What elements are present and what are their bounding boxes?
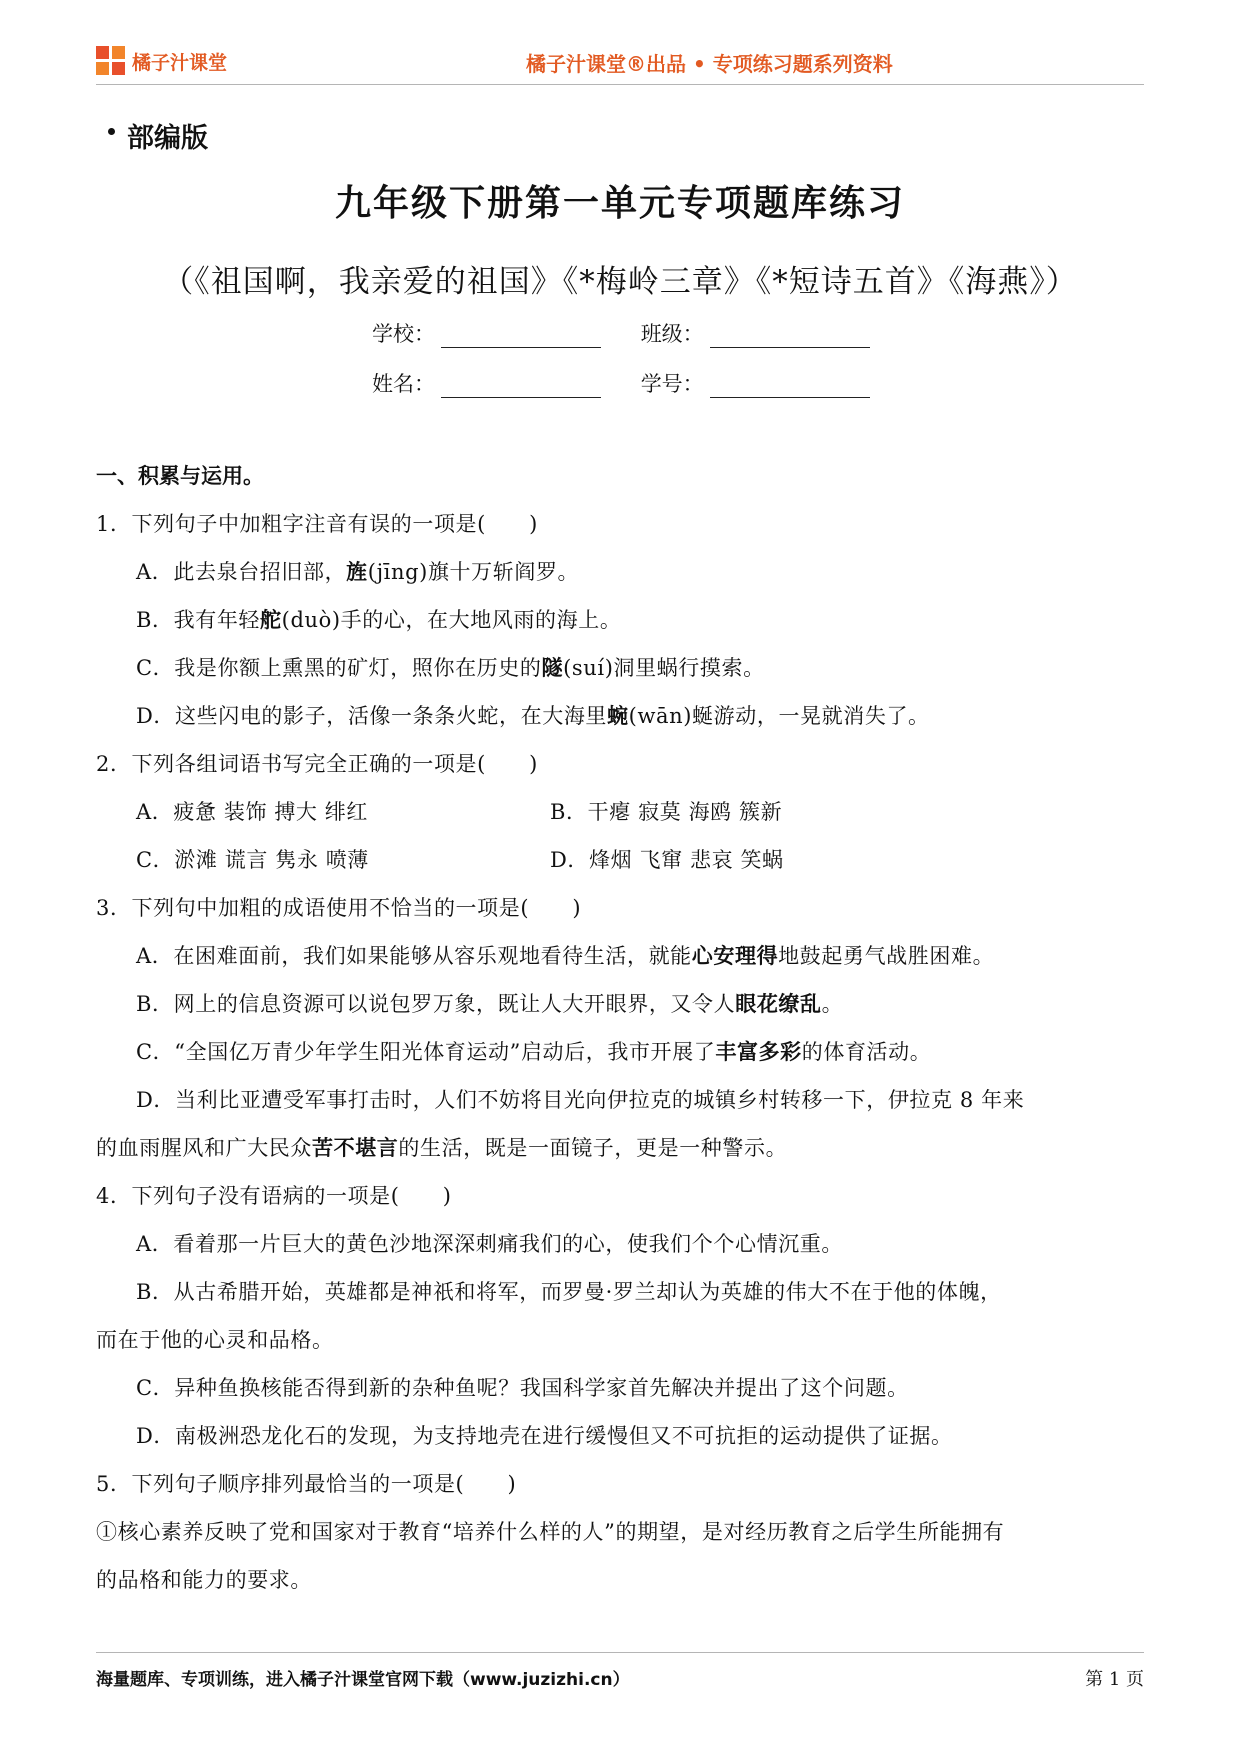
question-1-stem: 1．下列句子中加粗字注音有误的一项是( ) <box>96 512 538 536</box>
question-5-passage-1-line-2: 的品格和能力的要求。 <box>96 1568 312 1592</box>
question-3-option-b: B．网上的信息资源可以说包罗万象，既让人大开眼界，又令人眼花缭乱。 <box>136 991 844 1016</box>
page-header <box>96 40 1144 85</box>
question-4-stem: 4．下列句子没有语病的一项是( ) <box>96 1184 452 1208</box>
school-field[interactable]: 学校： <box>372 318 634 348</box>
logo-text: 橘子汁课堂 <box>132 51 228 74</box>
question-4-option-a: A．看着那一片巨大的黄色沙地深深刺痛我们的心，使我们个个心情沉重。 <box>136 1232 843 1256</box>
question-4-option-c: C．异种鱼换核能否得到新的杂种鱼呢？我国科学家首先解决并提出了这个问题。 <box>136 1376 909 1400</box>
number-field[interactable]: 学号： <box>641 368 903 398</box>
question-2-option-c: C．淤滩 谎言 隽永 喷薄 <box>136 848 369 872</box>
question-3-option-d-line-1: D．当利比亚遭受军事打击时，人们不妨将目光向伊拉克的城镇乡村转移一下，伊拉克 8 年来 <box>136 1088 1025 1112</box>
brand-logo <box>96 46 227 76</box>
edition-label: 部编版 <box>108 116 208 155</box>
question-2-stem: 2．下列各组词语书写完全正确的一项是( ) <box>96 752 538 776</box>
info-row-1 <box>372 318 903 354</box>
page-footer <box>96 1652 1144 1703</box>
question-1-option-c: C．我是你额上熏黑的矿灯，照你在历史的隧(suí)洞里蜗行摸索。 <box>136 655 765 680</box>
name-field[interactable]: 姓名： <box>372 368 634 398</box>
section-heading: 一、积累与运用。 <box>96 464 264 488</box>
question-2-option-b: B．干瘪 寂莫 海鸥 簇新 <box>550 800 783 824</box>
question-5-stem: 5．下列句子顺序排列最恰当的一项是( ) <box>96 1472 517 1496</box>
question-1-option-b: B．我有年轻舵(duò)手的心，在大地风雨的海上。 <box>136 607 622 632</box>
question-4-option-b-line-1: B．从古希腊开始，英雄都是神祇和将军，而罗曼·罗兰却认为英雄的伟大不在于他的体魄， <box>136 1280 1002 1304</box>
question-3-option-a: A．在困难面前，我们如果能够从容乐观地看待生活，就能心安理得地鼓起勇气战胜困难。 <box>136 943 995 968</box>
question-2-options-row-1 <box>96 788 1144 836</box>
question-4-option-d: D．南极洲恐龙化石的发现，为支持地壳在进行缓慢但又不可抗拒的运动提供了证据。 <box>136 1424 953 1448</box>
info-row-2 <box>372 368 903 404</box>
question-3-option-d-line-2: 的血雨腥风和广大民众苦不堪言的生活，既是一面镜子，更是一种警示。 <box>96 1135 788 1160</box>
class-blank[interactable] <box>710 325 870 348</box>
question-2-options-row-2 <box>96 836 1144 884</box>
question-1-option-a: A．此去泉台招旧部，旌(jīng)旗十万斩阎罗。 <box>136 559 580 584</box>
school-blank[interactable] <box>441 325 601 348</box>
bullet-icon <box>108 128 115 135</box>
logo-squares-icon <box>96 46 126 76</box>
question-5-passage-1-line-1: ①核心素养反映了党和国家对于教育“培养什么样的人”的期望，是对经历教育之后学生所能拥有 <box>96 1520 1005 1544</box>
question-4-option-b-line-2: 而在于他的心灵和品格。 <box>96 1328 334 1352</box>
question-content <box>96 452 1144 1604</box>
question-1-option-d: D．这些闪电的影子，活像一条条火蛇，在大海里蜿(wān)蜒游动，一晃就消失了。 <box>136 703 930 728</box>
page-subtitle: （《祖国啊，我亲爱的祖国》《*梅岭三章》《*短诗五首》《海燕》） <box>162 264 1078 300</box>
question-3-stem: 3．下列句中加粗的成语使用不恰当的一项是( ) <box>96 896 582 920</box>
question-2-option-a: A．疲惫 装饰 搏大 绯红 <box>136 800 368 824</box>
header-title: 橘子汁课堂®出品 • 专项练习题系列资料 <box>526 52 893 76</box>
class-field[interactable]: 班级： <box>641 318 903 348</box>
name-blank[interactable] <box>441 375 601 398</box>
question-3-option-c: C．“全国亿万青少年学生阳光体育运动”启动后，我市开展了丰富多彩的体育活动。 <box>136 1039 932 1064</box>
page-title: 九年级下册第一单元专项题库练习 <box>334 183 905 224</box>
footer-promo: 海量题库、专项训练，进入橘子汁课堂官网下载（www.juzizhi.cn） <box>96 1670 630 1690</box>
question-2-option-d: D．烽烟 飞窜 悲哀 笑蜗 <box>550 848 784 872</box>
page-number: 第 1 页 <box>1085 1669 1144 1690</box>
number-blank[interactable] <box>710 375 870 398</box>
